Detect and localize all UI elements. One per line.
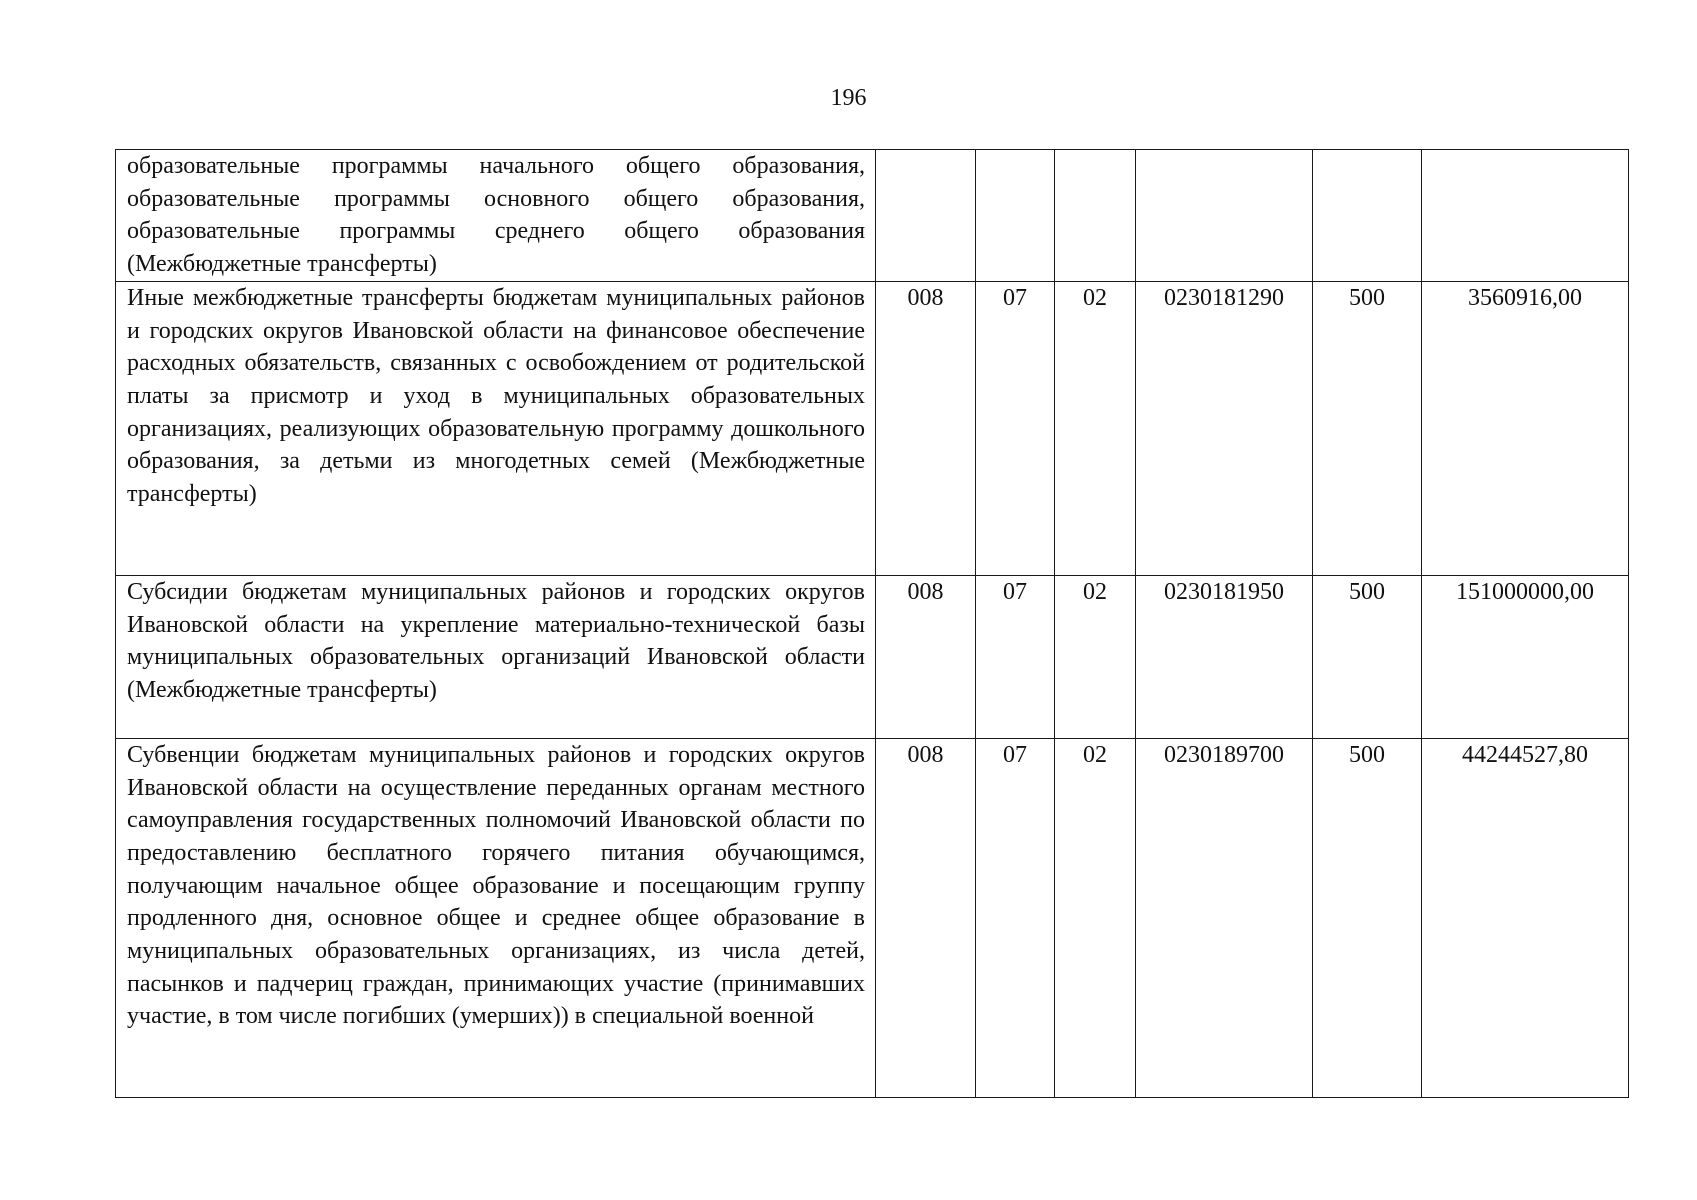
expense-type-code: 500 [1313, 738, 1422, 1097]
row-description: Субсидии бюджетам муниципальных районов и городских округов Ивановской области на укрепление материально-технической базы муниципальных образовательных организаций Ивановской области (Межбюджетные трансферты) [116, 575, 876, 738]
ministry-code [876, 150, 976, 282]
subsection-code: 02 [1055, 575, 1136, 738]
row-description: образовательные программы начального общего образования, образовательные программы основного общего образования, образовательные программы среднего общего образования (Межбюджетные трансферты) [116, 150, 876, 282]
amount-value: 151000000,00 [1422, 575, 1629, 738]
ministry-code: 008 [876, 738, 976, 1097]
subsection-code: 02 [1055, 281, 1136, 575]
ministry-code: 008 [876, 281, 976, 575]
section-code: 07 [976, 281, 1055, 575]
table-row [116, 575, 1629, 738]
budget-table [115, 149, 1629, 1098]
ministry-code: 008 [876, 575, 976, 738]
target-article-code: 0230181290 [1136, 281, 1313, 575]
section-code: 07 [976, 738, 1055, 1097]
table-row [116, 150, 1629, 282]
amount-value: 44244527,80 [1422, 738, 1629, 1097]
expense-type-code [1313, 150, 1422, 282]
row-description: Субвенции бюджетам муниципальных районов и городских округов Ивановской области на осуществление переданных органам местного самоуправления государственных полномочий Ивановской области по предоставлению бесплатного горячего питания обучающимся, получающим начальное общее образование и посещающим группу продленного дня, основное общее и среднее общее образование в муниципальных образовательных организациях, из числа детей, пасынков и падчериц граждан, принимающих участие (принимавших участие, в том числе погибших (умерших)) в специальной военной [116, 738, 876, 1097]
expense-type-code: 500 [1313, 281, 1422, 575]
section-code: 07 [976, 575, 1055, 738]
target-article-code: 0230181950 [1136, 575, 1313, 738]
row-description: Иные межбюджетные трансферты бюджетам муниципальных районов и городских округов Ивановской области на финансовое обеспечение расходных обязательств, связанных с освобождением от родительской платы за присмотр и уход в муниципальных образовательных организациях, реализующих образовательную программу дошкольного образования, за детьми из многодетных семей (Межбюджетные трансферты) [116, 281, 876, 575]
table-row [116, 281, 1629, 575]
section-code [976, 150, 1055, 282]
table-row [116, 738, 1629, 1097]
page-number: 196 [830, 85, 867, 111]
target-article-code: 0230189700 [1136, 738, 1313, 1097]
subsection-code [1055, 150, 1136, 282]
expense-type-code: 500 [1313, 575, 1422, 738]
subsection-code: 02 [1055, 738, 1136, 1097]
target-article-code [1136, 150, 1313, 282]
amount-value: 3560916,00 [1422, 281, 1629, 575]
amount-value [1422, 150, 1629, 282]
